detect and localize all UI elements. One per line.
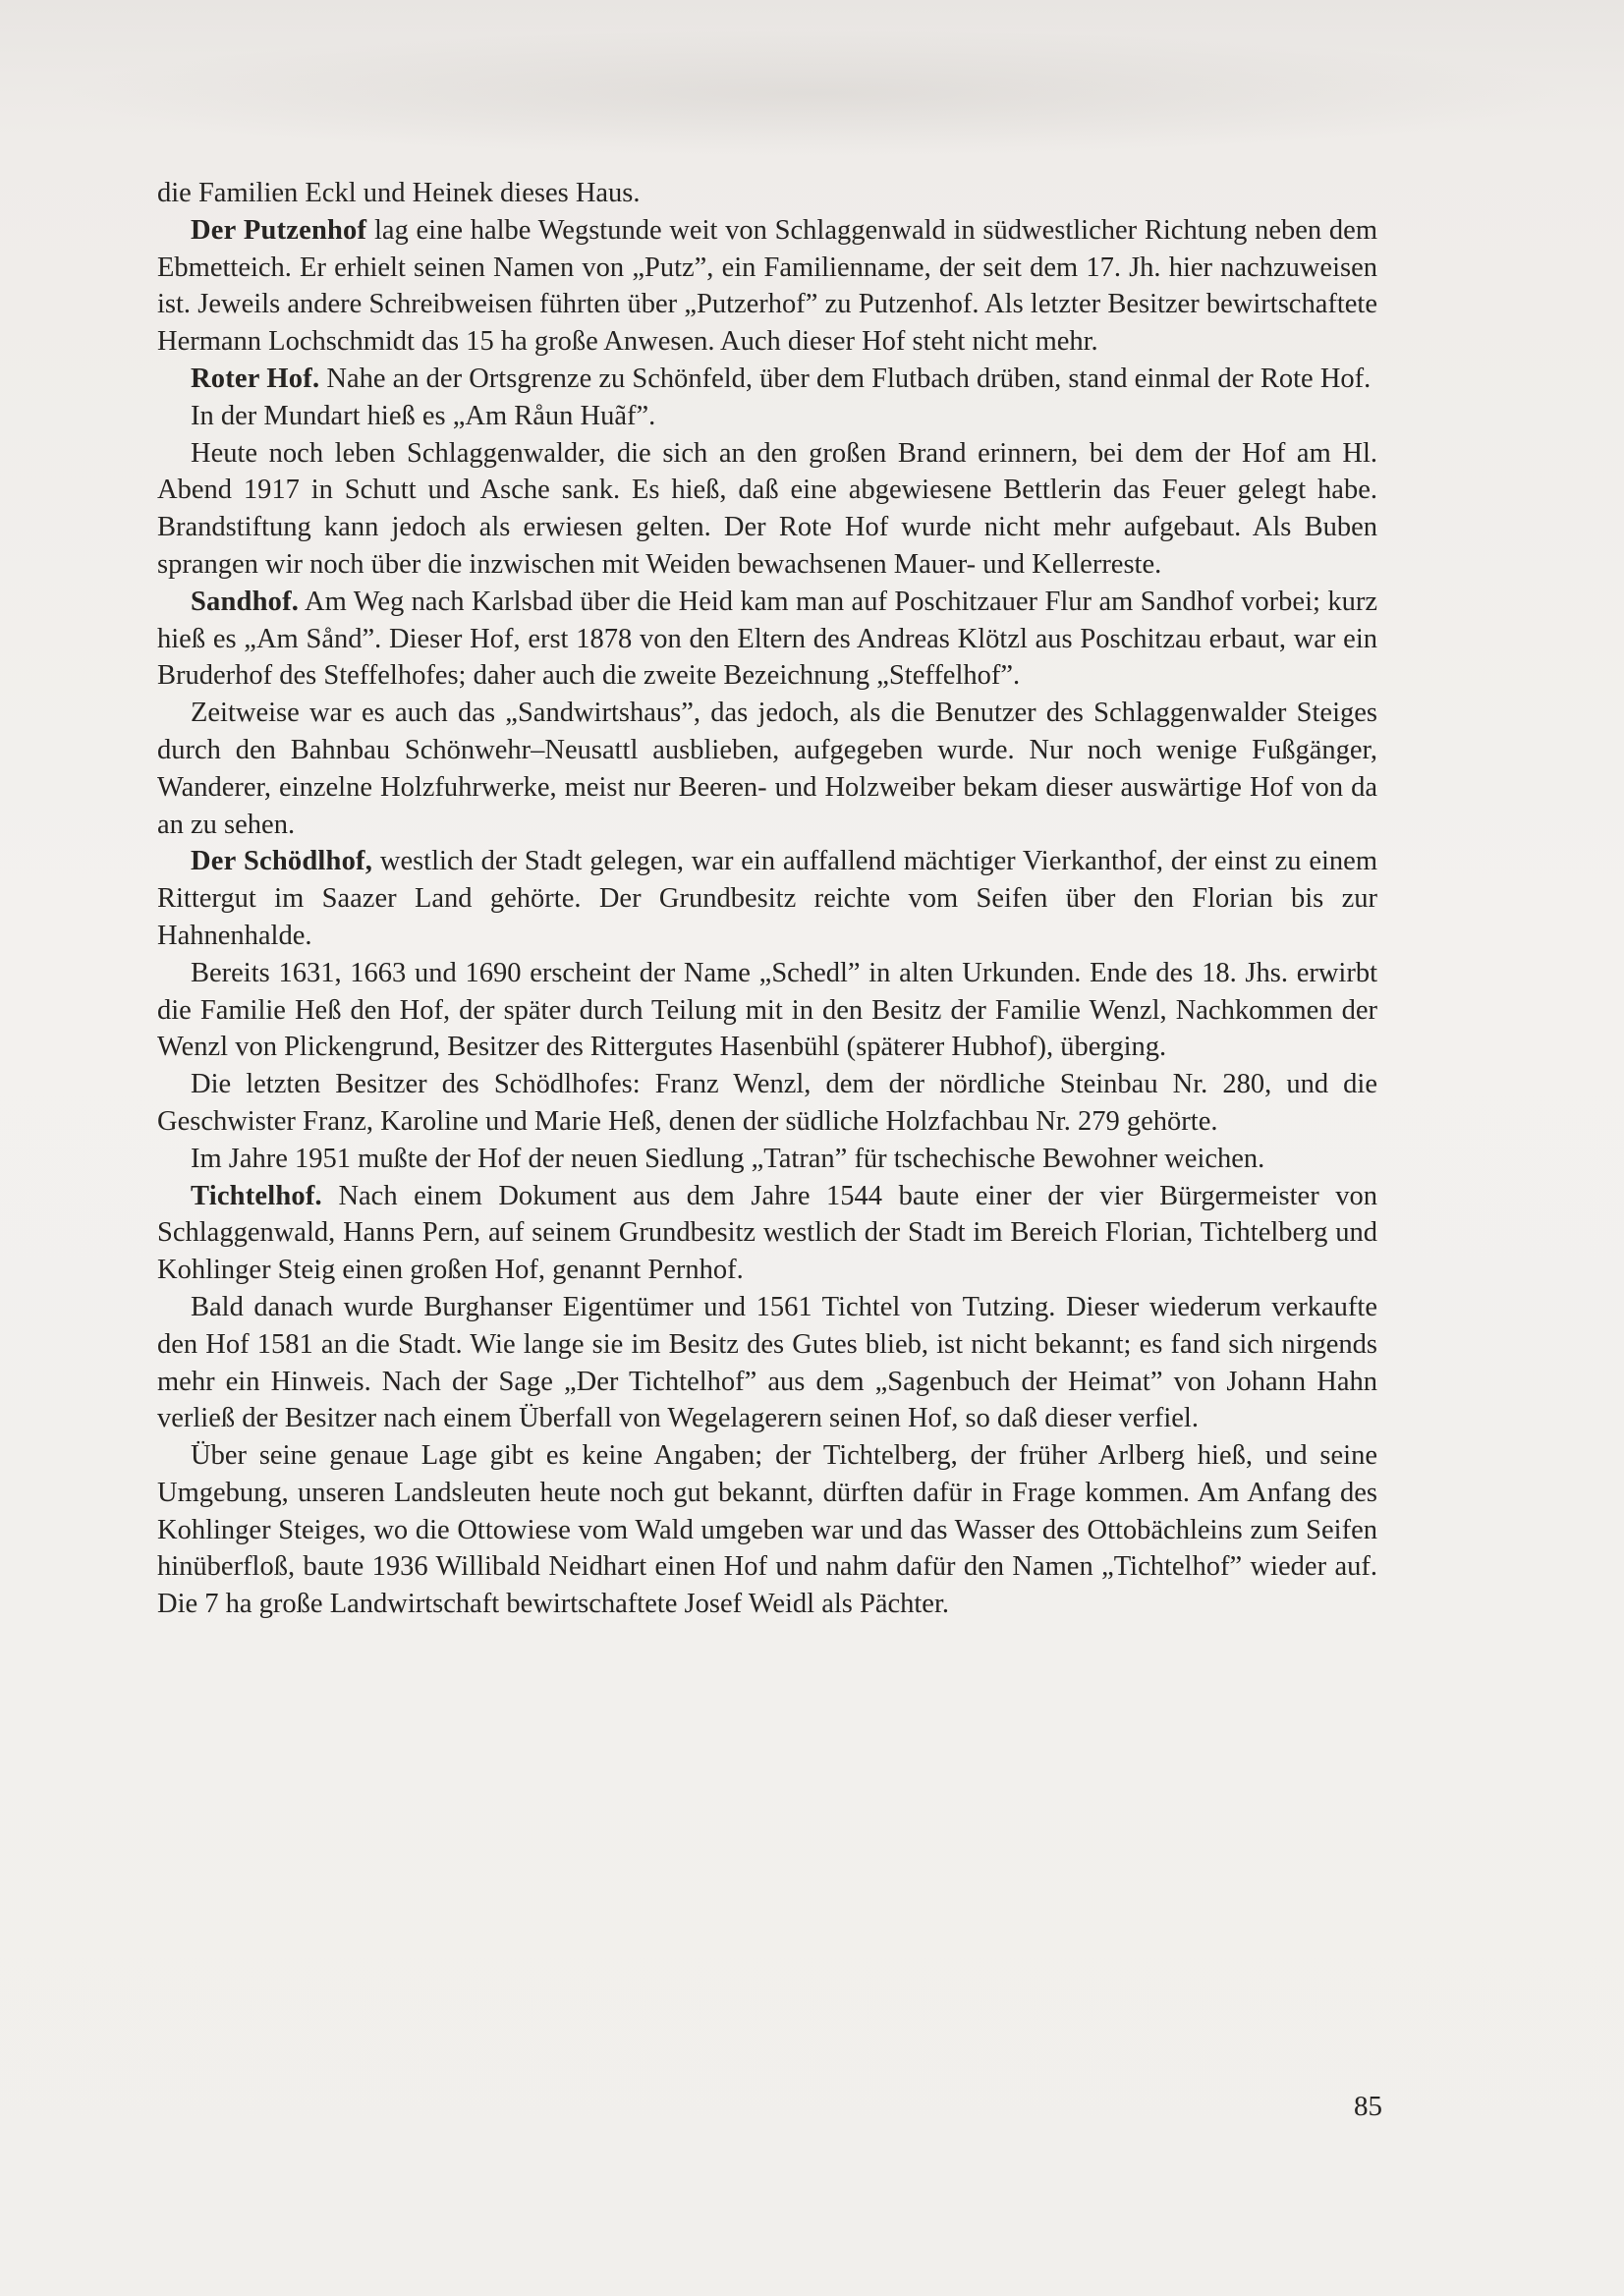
paragraph-sandhof	[157, 584, 1377, 695]
paragraph-text: Nahe an der Ortsgrenze zu Schönfeld, über dem Flutbach drüben, stand einmal der Rote Hof.	[319, 363, 1372, 394]
body-text	[157, 175, 1377, 1623]
section-heading: Der Putzenhof	[191, 214, 367, 246]
paragraph-text: Bald danach wurde Burghanser Eigentümer und 1561 Tichtel von Tutzing. Dieser wiederum verkaufte den Hof 1581 an die Stadt. Wie lange sie im Besitz des Gutes blieb, ist nicht bekannt; es fand sich nirgends mehr ein Hinweis. Nach der Sage „Der Tichtelhof” aus dem „Sagenbuch der Heimat” von Johann Hahn verließ der Besitzer nach einem Überfall von Wegelagerern seinen Hof, so daß dieser verfiel.	[157, 1291, 1377, 1434]
paragraph-text: Im Jahre 1951 mußte der Hof der neuen Siedlung „Tatran” für tschechische Bewohner weichen.	[191, 1143, 1265, 1174]
paragraph-putzenhof	[157, 212, 1377, 361]
paragraph-text: westlich der Stadt gelegen, war ein auffallend mächtiger Vierkanthof, der einst zu einem Rittergut im Saazer Land gehörte. Der Grundbesitz reichte vom Seifen über den Florian bis zur Hahnenhalde.	[157, 846, 1377, 951]
section-heading: Der Schödlhof,	[191, 846, 373, 877]
paragraph	[157, 398, 1377, 435]
paragraph-text: Zeitweise war es auch das „Sandwirtshaus”, das jedoch, als die Benutzer des Schlaggenwalder Steiges durch den Bahnbau Schönwehr–Neusattl ausblieben, aufgegeben wurde. Nur noch wenige Fußgänger, Wanderer, einzelne Holzfuhrwerke, meist nur Beeren- und Holzweiber bekam dieser auswärtige Hof von da an zu sehen.	[157, 698, 1377, 840]
paragraph-text: Nach einem Dokument aus dem Jahre 1544 baute einer der vier Bürgermeister von Schlaggenwald, Hanns Pern, auf seinem Grundbesitz westlich der Stadt im Bereich Florian, Tichtelberg und Kohlinger Steig einen großen Hof, genannt Pernhof.	[157, 1180, 1377, 1286]
paragraph	[157, 1289, 1377, 1437]
paragraph	[157, 695, 1377, 843]
paragraph	[157, 1141, 1377, 1178]
scan-shadow	[59, 29, 1572, 157]
paragraph-text: Am Weg nach Karlsbad über die Heid kam man auf Poschitzauer Flur am Sandhof vorbei; kurz hieß es „Am Sånd”. Dieser Hof, erst 1878 von den Eltern des Andreas Klötzl aus Poschitzau erbaut, war ein Bruderhof des Steffelhofes; daher auch die zweite Bezeichnung „Steffelhof”.	[157, 586, 1377, 692]
paragraph	[157, 1437, 1377, 1623]
paragraph-text: Über seine genaue Lage gibt es keine Angaben; der Tichtelberg, der früher Arlberg hieß, und seine Umgebung, unseren Landsleuten heute noch gut bekannt, dürften dafür in Frage kommen. Am Anfang des Kohlinger Steiges, wo die Ottowiese vom Wald umgeben war und das Wasser des Ottobächleins zum Seifen hinüberfloß, baute 1936 Willibald Neidhart einen Hof und nahm dafür den Namen „Tichtelhof” wieder auf. Die 7 ha große Landwirtschaft bewirtschaftete Josef Weidl als Pächter.	[157, 1440, 1377, 1620]
section-heading: Sandhof.	[191, 586, 300, 617]
paragraph-text: lag eine halbe Wegstunde weit von Schlaggenwald in südwestlicher Richtung neben dem Ebmetteich. Er erhielt seinen Namen von „Putz”, ein Familienname, der seit dem 17. Jh. hier nachzuweisen ist. Jeweils andere Schreibweisen führten über „Putzerhof” zu Putzenhof. Als letzter Besitzer bewirtschaftete Hermann Lochschmidt das 15 ha große Anwesen. Auch dieser Hof steht nicht mehr.	[157, 214, 1377, 358]
paragraph-text: Bereits 1631, 1663 und 1690 erscheint der Name „Schedl” in alten Urkunden. Ende des 18. Jhs. erwirbt die Familie Heß den Hof, der später durch Teilung mit in den Besitz der Familie Wenzl, Nachkommen der Wenzl von Plickengrund, Besitzer des Rittergutes Hasenbühl (späterer Hubhof), überging.	[157, 957, 1377, 1063]
paragraph	[157, 1066, 1377, 1141]
paragraph-schoedlhof	[157, 843, 1377, 954]
paragraph	[157, 955, 1377, 1066]
paragraph-text: die Familien Eckl und Heinek dieses Haus.	[157, 178, 641, 208]
paragraph-roter-hof	[157, 361, 1377, 398]
paragraph	[157, 175, 1377, 212]
paragraph	[157, 435, 1377, 584]
paragraph-text: Die letzten Besitzer des Schödlhofes: Franz Wenzl, dem der nördliche Steinbau Nr. 280, und die Geschwister Franz, Karoline und Marie Heß, denen der südliche Holzfachbau Nr. 279 gehörte.	[157, 1069, 1377, 1137]
paragraph-text: Heute noch leben Schlaggenwalder, die sich an den großen Brand erinnern, bei dem der Hof am Hl. Abend 1917 in Schutt und Asche sank. Es hieß, daß eine abgewiesene Bettlerin das Feuer gelegt habe. Brandstiftung kann jedoch als erwiesen gelten. Der Rote Hof wurde nicht mehr aufgebaut. Als Buben sprangen wir noch über die inzwischen mit Weiden bewachsenen Mauer- und Kellerreste.	[157, 437, 1377, 580]
page-number: 85	[1354, 2091, 1382, 2122]
paragraph-text: In der Mundart hieß es „Am Råun Huãf”.	[191, 400, 656, 431]
paragraph-tichtelhof	[157, 1178, 1377, 1289]
section-heading: Roter Hof.	[191, 363, 320, 394]
section-heading: Tichtelhof.	[191, 1180, 322, 1211]
